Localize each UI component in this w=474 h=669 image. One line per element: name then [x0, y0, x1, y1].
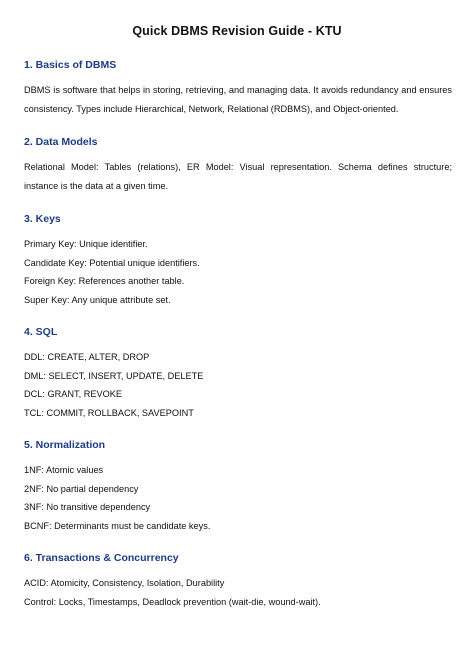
list-item: TCL: COMMIT, ROLLBACK, SAVEPOINT — [24, 407, 194, 418]
section-data-models — [24, 136, 452, 196]
section-basics-of-dbms — [24, 59, 452, 119]
section-paragraph: DBMS is software that helps in storing, retrieving, and managing data. It avoids redundancy and ensures consistency. Types include Hierarchical, Network, Relational (RDBMS), and Object-oriented. — [24, 85, 452, 114]
list-item: Control: Locks, Timestamps, Deadlock prevention (wait-die, wound-wait). — [24, 596, 321, 607]
section-heading: 3. Keys — [24, 213, 61, 225]
list-item: ACID: Atomicity, Consistency, Isolation, Durability — [24, 578, 225, 588]
section-heading: 1. Basics of DBMS — [24, 59, 117, 71]
list-item: Candidate Key: Potential unique identifiers. — [24, 257, 200, 268]
list-item: Primary Key: Unique identifier. — [24, 239, 148, 249]
section-heading: 5. Normalization — [24, 439, 106, 451]
list-item: 1NF: Atomic values — [24, 465, 104, 475]
list-item: BCNF: Determinants must be candidate keys. — [24, 520, 211, 531]
document-title: Quick DBMS Revision Guide - KTU — [132, 24, 342, 38]
section-normalization — [24, 439, 452, 535]
section-transactions-concurrency — [24, 552, 452, 611]
section-heading: 4. SQL — [24, 326, 58, 338]
section-paragraph: Relational Model: Tables (relations), ER Model: Visual representation. Schema defines structure; instance is the data at a given time. — [24, 162, 452, 191]
list-item: 3NF: No transitive dependency — [24, 502, 151, 512]
list-item: DCL: GRANT, REVOKE — [24, 389, 123, 399]
section-sql — [24, 326, 452, 422]
list-item: DML: SELECT, INSERT, UPDATE, DELETE — [24, 370, 204, 381]
list-item: Super Key: Any unique attribute set. — [24, 294, 171, 305]
list-item: 2NF: No partial dependency — [24, 483, 139, 494]
section-heading: 6. Transactions & Concurrency — [24, 552, 179, 564]
section-heading: 2. Data Models — [24, 136, 98, 148]
list-item: Foreign Key: References another table. — [24, 276, 185, 286]
section-keys — [24, 213, 452, 309]
list-item: DDL: CREATE, ALTER, DROP — [24, 352, 150, 362]
